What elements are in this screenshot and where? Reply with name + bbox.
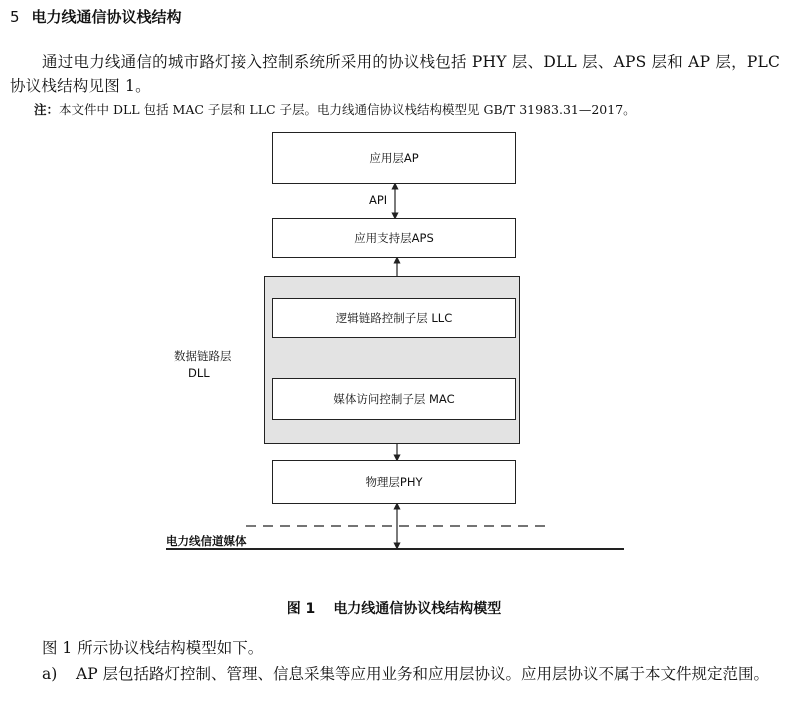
mac-box [272, 378, 516, 420]
figure-caption [0, 598, 788, 618]
llc-box-label: 逻辑链路控制子层 LLC [335, 311, 453, 325]
section-title: 电力线通信协议栈结构 [31, 8, 182, 26]
medium-label: 电力线信道媒体 [166, 534, 247, 548]
mac-box-label: 媒体访问控制子层 MAC [333, 392, 455, 406]
aps-box [272, 218, 516, 258]
list-item-a [42, 662, 782, 686]
ap-box-label: 应用层AP [369, 151, 419, 165]
section-number: 5 [10, 8, 20, 26]
list-item-text: AP 层包括路灯控制、管理、信息采集等应用业务和应用层协议。应用层协议不属于本文件规定范围。 [76, 665, 770, 683]
api-label: API [369, 193, 388, 207]
note-label: 注： [34, 102, 60, 117]
figure-title: 电力线通信协议栈结构模型 [333, 601, 502, 617]
phy-box [272, 460, 516, 504]
list-item-marker: a) [42, 665, 58, 683]
body-text: 图 1 所示协议栈结构模型如下。 [42, 639, 264, 657]
llc-box [272, 298, 516, 338]
figure-number: 图 1 [286, 601, 316, 617]
dll-label-line1: 数据链路层 [174, 349, 232, 363]
aps-box-label: 应用支持层APS [354, 231, 434, 245]
phy-box-label: 物理层PHY [365, 475, 423, 489]
dll-label-line2: DLL [188, 366, 210, 380]
ap-box [272, 132, 516, 184]
intro-paragraph: 通过电力线通信的城市路灯接入控制系统所采用的协议栈包括 PHY 层、DLL 层、APS 层和 AP 层，PLC 协议栈结构见图 1。 [10, 53, 780, 95]
note-text: 本文件中 DLL 包括 MAC 子层和 LLC 子层。电力线通信协议栈结构模型见 GB/T 31983.31—2017。 [59, 102, 636, 117]
